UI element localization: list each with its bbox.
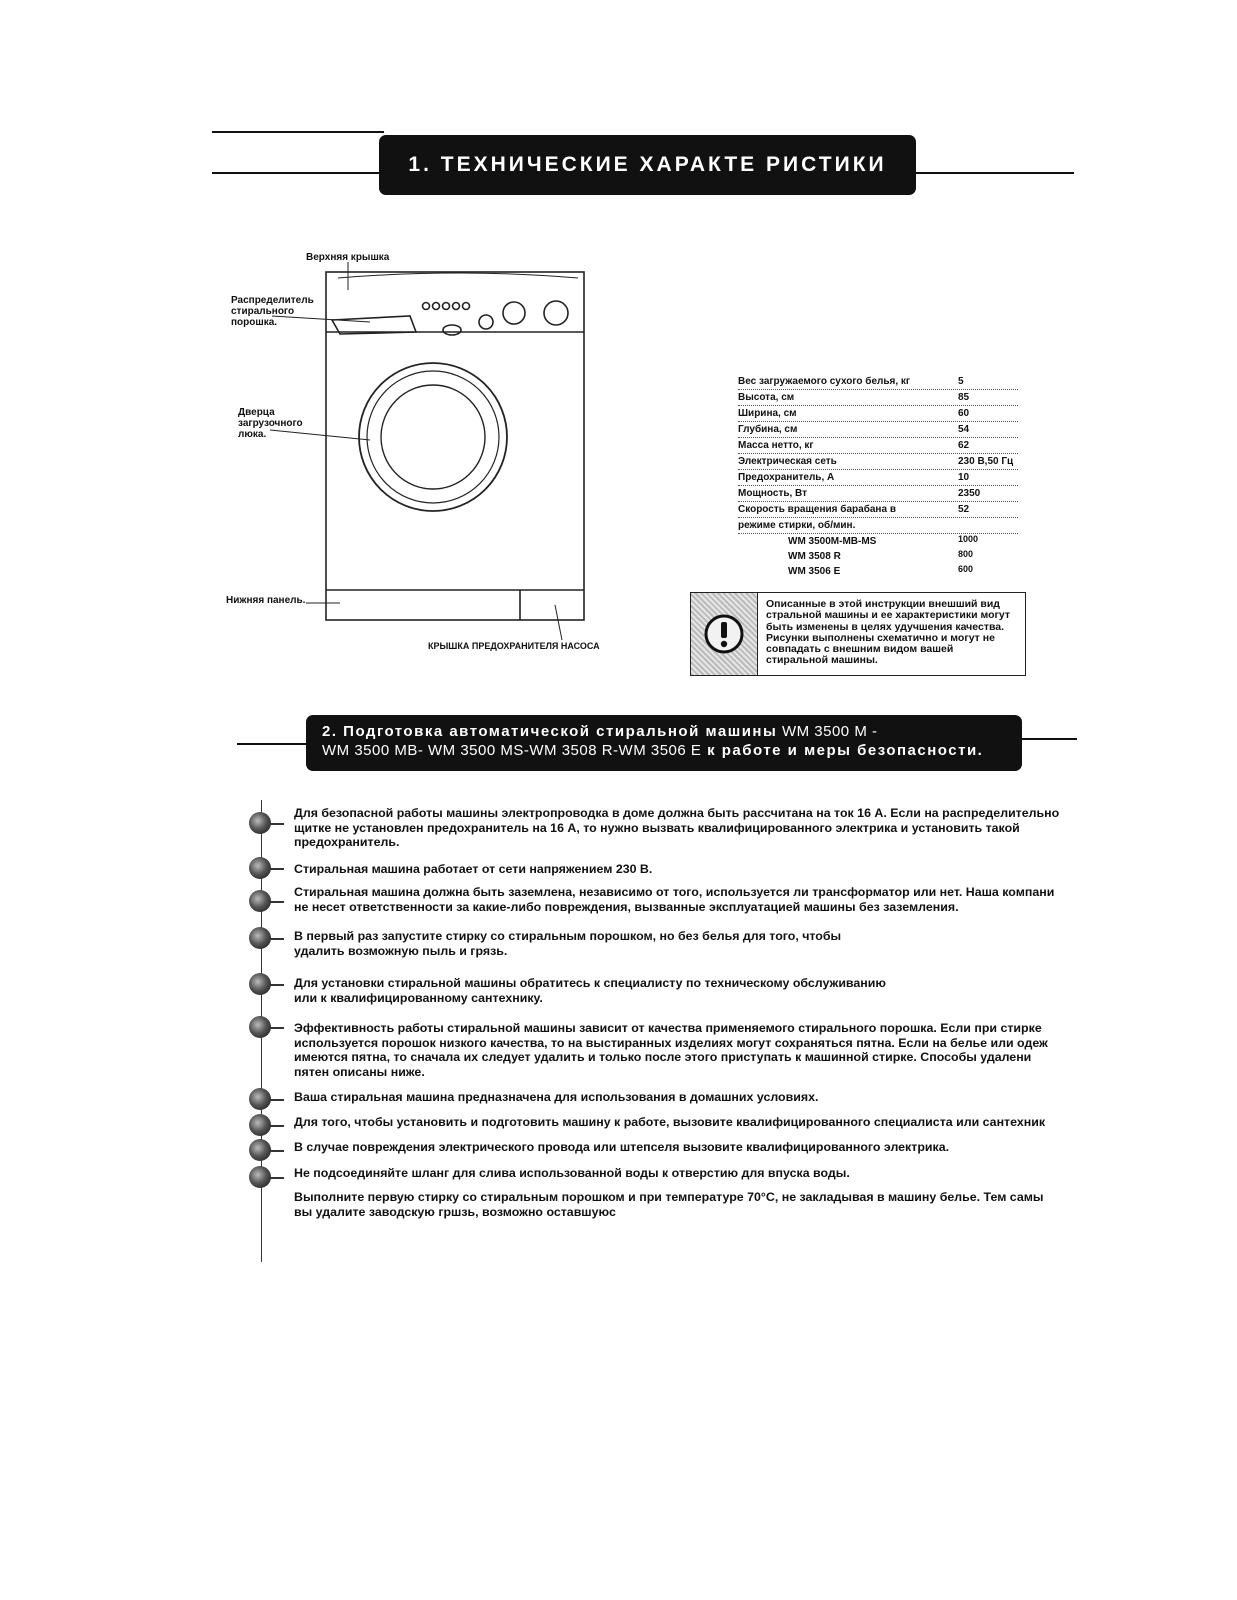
- spec-row: [738, 486, 1018, 502]
- spec-label: режиме стирки, об/мин.: [738, 520, 856, 531]
- spec-value: 5: [958, 376, 964, 387]
- spec-label: Электрическая сеть: [738, 456, 837, 467]
- safety-item: Не подсоединяйте шланг для слива использованной воды к отверстию для впуска воды.: [294, 1166, 850, 1180]
- bullet-icon: [249, 890, 271, 912]
- bullet-icon: [249, 1016, 271, 1038]
- spec-label: Скорость вращения барабана в: [738, 504, 896, 515]
- label-detergent-dispenser: Распределитель стирального порошка.: [231, 295, 314, 328]
- section2-rule-left: [237, 743, 307, 745]
- spin-model: WM 3506 E: [788, 566, 841, 577]
- label-pump-filter-cover: КРЫШКА ПРЕДОХРАНИТЕЛЯ НАСОСА: [428, 641, 600, 651]
- spin-value: 600: [958, 563, 974, 574]
- spec-label: Глубина, см: [738, 424, 798, 435]
- spec-value: 10: [958, 472, 970, 483]
- warning-icon-panel: [691, 593, 758, 675]
- label-bottom-panel: Нижняя панель.: [226, 595, 306, 606]
- header-rule-top: [212, 131, 384, 133]
- bullet-icon: [249, 812, 271, 834]
- spec-label: Ширина, см: [738, 408, 797, 419]
- safety-item: Стиральная машина работает от сети напряжением 230 В.: [294, 862, 653, 876]
- spec-row: [738, 454, 1018, 470]
- bullet-tick: [270, 984, 284, 986]
- bullet-tick: [270, 1027, 284, 1029]
- spin-model-row: [738, 534, 1018, 549]
- spec-value: 60: [958, 408, 970, 419]
- exclamation-icon: [704, 614, 744, 654]
- spec-label: Масса нетто, кг: [738, 440, 814, 451]
- bullet-tick: [270, 823, 284, 825]
- notice-box: [690, 592, 1026, 676]
- section2-title-line1: [322, 722, 1008, 741]
- bullet-icon: [249, 1139, 271, 1161]
- machine-body: [326, 272, 584, 620]
- spec-label: Высота, см: [738, 392, 795, 403]
- bullet-tick: [270, 1099, 284, 1101]
- spin-value: 1000: [958, 533, 979, 544]
- bullet-tick: [270, 901, 284, 903]
- bullet-tick: [270, 1150, 284, 1152]
- bullet-tick: [270, 938, 284, 940]
- section2-title-models: WM 3500 M -: [777, 723, 878, 740]
- header-rule-left: [212, 172, 384, 174]
- spec-row: [738, 518, 1018, 534]
- section2-title-bold: 2. Подготовка автоматической стиральной машины: [322, 723, 778, 740]
- spec-row: [738, 438, 1018, 454]
- spec-value: 2350: [958, 488, 981, 499]
- spec-value: 85: [958, 392, 970, 403]
- section1-title: 1. ТЕХНИЧЕСКИЕ ХАРАКТЕ РИСТИКИ: [379, 135, 916, 195]
- safety-item: Эффективность работы стиральной машины зависит от качества применяемого стирального порошка. Если при стирке используется порошок низкого качества, то на выстиранных изделиях могут сохраняться пятна. Если на белье или одеж имеются пятна, то сначала их следует удалить и только после этого приступать к машинной стирке. Способы удалени пятен описаны ниже.: [294, 1021, 1048, 1079]
- section2-title-bold: к работе и меры безопасности.: [701, 742, 984, 759]
- spec-row: [738, 502, 1018, 518]
- bullet-tick: [270, 868, 284, 870]
- bullet-tick: [270, 1177, 284, 1179]
- safety-item: Для того, чтобы установить и подготовить машину к работе, вызовите квалифицированного специалиста или сантехник: [294, 1115, 1046, 1129]
- safety-item: Для безопасной работы машины электропроводка в доме должна быть рассчитана на ток 16 А. Если на распределительно щитке не установлен предохранитель на 16 А, то нужно вызвать квалифицированного электрика и установить такой предохранитель.: [294, 806, 1060, 850]
- section2-rule-right: [1021, 738, 1077, 740]
- safety-item: Ваша стиральная машина предназначена для использования в домашних условиях.: [294, 1090, 819, 1104]
- section2-title: [306, 715, 1022, 771]
- safety-item: Стиральная машина должна быть заземлена, независимо от того, используется ли трансформатор или нет. Наша компани не несет ответственности за какие-либо повреждения, вызванные эксплуатацией машины без заземления.: [294, 885, 1055, 914]
- spin-model: WM 3508 R: [788, 551, 841, 562]
- label-loading-door: Дверца загрузочного люка.: [238, 407, 303, 440]
- bullet-icon: [249, 927, 271, 949]
- spec-value: 62: [958, 440, 970, 451]
- spec-row: [738, 422, 1018, 438]
- section2-title-models: WM 3500 MB- WM 3500 MS-WM 3508 R-WM 3506 E: [322, 742, 702, 759]
- spec-table: [738, 374, 1018, 579]
- notice-text: Описанные в этой инструкции внешший вид стральной машины и ее характеристики могут быть изменены в целях удучшения качества. Рисунки выполнены схематично и могут не совпадать с внешним видом вашей стиральной машины.: [766, 598, 1010, 667]
- spec-label: Мощность, Вт: [738, 488, 808, 499]
- header-rule-right: [914, 172, 1074, 174]
- spec-value: 54: [958, 424, 970, 435]
- spec-value: 230 В,50 Гц: [958, 456, 1014, 467]
- bullet-icon: [249, 1114, 271, 1136]
- safety-item: В первый раз запустите стирку со стиральным порошком, но без белья для того, чтобы удалить возможную пыль и грязь.: [294, 929, 842, 958]
- spin-value: 800: [958, 548, 974, 559]
- bullet-icon: [249, 857, 271, 879]
- spec-label: Предохранитель, А: [738, 472, 835, 483]
- spec-label: Вес загружаемого сухого белья, кг: [738, 376, 911, 387]
- spec-row: [738, 470, 1018, 486]
- spec-row: [738, 406, 1018, 422]
- spin-model: WM 3500M-MB-MS: [788, 536, 877, 547]
- bullet-icon: [249, 973, 271, 995]
- bullet-tick: [270, 1125, 284, 1127]
- section2-title-line2: [322, 741, 1008, 760]
- spin-model-row: [738, 564, 1018, 579]
- bullet-icon: [249, 1166, 271, 1188]
- safety-item: Выполните первую стирку со стиральным порошком и при температуре 70°C, не закладывая в машину белье. Тем самы вы удалите заводскую гршзь, возможно оставшуюс: [294, 1190, 1044, 1219]
- label-top-cover: Верхняя крышка: [306, 252, 390, 263]
- door-glass: [381, 385, 485, 489]
- spec-row: [738, 390, 1018, 406]
- bullet-icon: [249, 1088, 271, 1110]
- spec-value: 52: [958, 504, 970, 515]
- safety-item: Для установки стиральной машины обратитесь к специалисту по техническому обслуживанию или к квалифицированному сантехнику.: [294, 976, 886, 1005]
- safety-item: В случае повреждения электрического провода или штепселя вызовите квалифицированного электрика.: [294, 1140, 950, 1154]
- spin-model-row: [738, 549, 1018, 564]
- spec-row: [738, 374, 1018, 390]
